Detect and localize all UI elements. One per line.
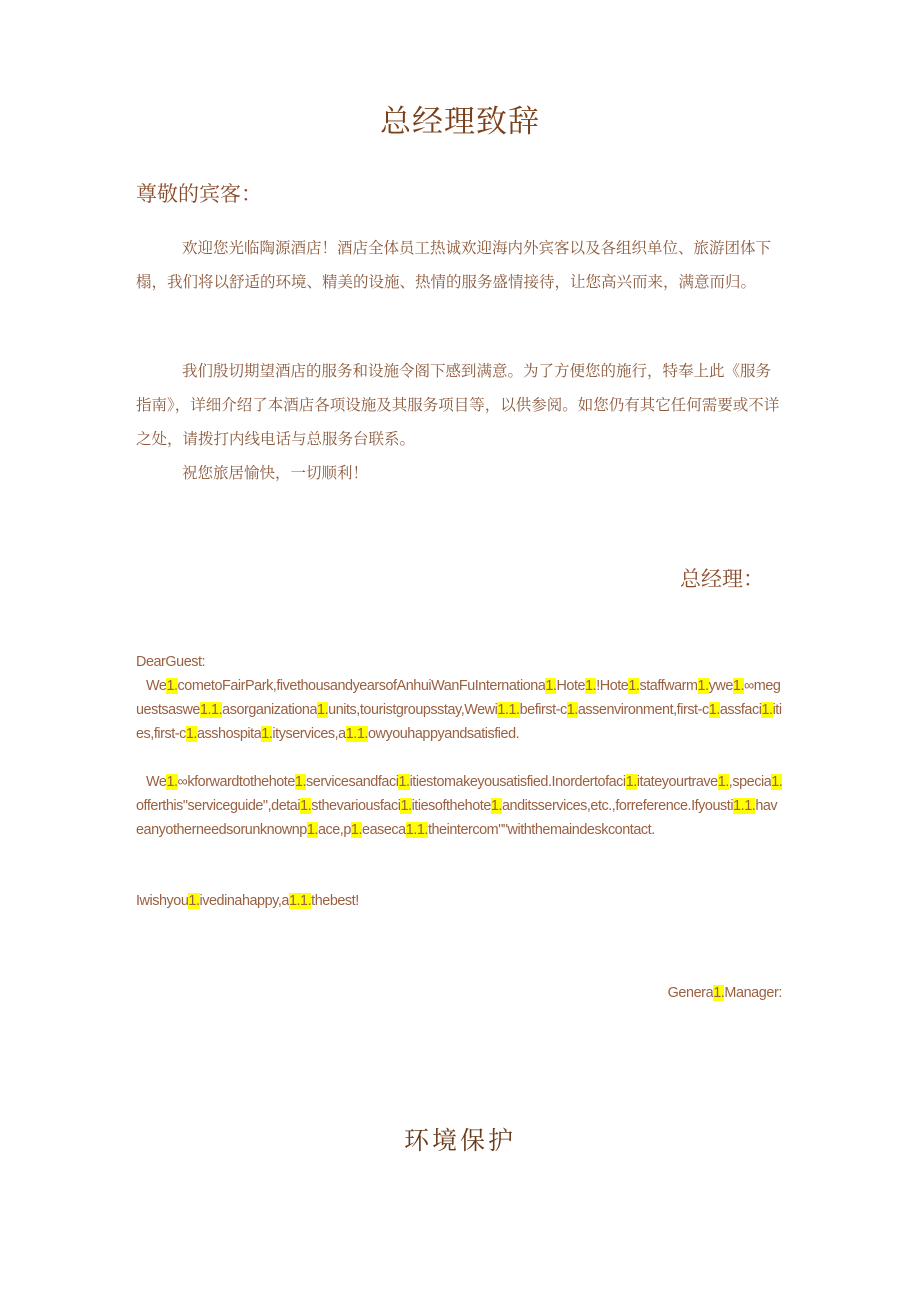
text-fragment: befirst-c — [519, 702, 567, 718]
highlighted-fragment: 1. — [400, 798, 412, 814]
chinese-paragraph-service-guide: 我们殷切期望酒店的服务和设施令阁下感到满意。为了方便您的施行，特奉上此《服务指南》，详细介绍了本酒店各项设施及其服务项目等，以供参阅。如您仍有其它任何需要或不详之处，请拨打内线电话与总服务台联系。 — [136, 362, 780, 448]
chinese-signature: 总经理： — [680, 567, 764, 591]
highlighted-fragment: 1. — [566, 702, 578, 718]
text-fragment: ace,p — [317, 822, 351, 838]
text-fragment: itiesofthehote — [411, 798, 491, 814]
text-fragment: Manager: — [724, 985, 782, 1001]
text-fragment: Iwishyou — [136, 893, 189, 909]
text-fragment: ities,first-c — [136, 702, 782, 742]
text-fragment: theintercom""withthemaindeskcontact. — [427, 822, 655, 838]
highlighted-fragment: 1. — [166, 774, 178, 790]
highlighted-fragment: 1. — [585, 678, 597, 694]
text-fragment: cometoFairPark,fivethousandyearsofAnhuiWanFuInternationa — [177, 678, 546, 694]
highlighted-fragment: 1. — [166, 678, 178, 694]
text-fragment: anditsservices,etc.,forreference.Ifyousti — [501, 798, 734, 814]
text-fragment: We — [146, 678, 167, 694]
highlighted-fragment: 1. — [306, 822, 318, 838]
text-fragment: ∞kforwardtothehote — [177, 774, 295, 790]
highlighted-fragment: 1.1. — [288, 893, 312, 909]
text-fragment: itiestomakeyousatisfied.Inordertofaci — [409, 774, 626, 790]
highlighted-fragment: 1.1. — [733, 798, 756, 814]
text-fragment: Hote — [556, 678, 586, 694]
english-salutation: DearGuest: — [136, 654, 206, 670]
english-wishes — [136, 889, 784, 913]
highlighted-fragment: 1. — [628, 678, 640, 694]
page-title: 总经理致辞 — [380, 104, 540, 140]
text-fragment: thebest! — [311, 893, 359, 909]
section-title-environment: 环境保护 — [403, 1126, 516, 1155]
text-fragment: assfaci — [719, 702, 762, 718]
chinese-paragraph-wishes: 祝您旅居愉快，一切顺利！ — [182, 464, 369, 482]
highlighted-fragment: 1. — [490, 798, 502, 814]
text-fragment: ∞meguestsaswe — [136, 678, 781, 718]
highlighted-fragment: 1. — [732, 678, 744, 694]
english-signature — [668, 985, 782, 1001]
highlighted-fragment: 1. — [185, 726, 197, 742]
text-fragment: sthevariousfaci — [311, 798, 401, 814]
text-fragment: assenvironment,first-c — [577, 702, 709, 718]
text-fragment: units,touristgroupsstay,Wewi — [328, 702, 498, 718]
text-fragment: staffwarm — [639, 678, 698, 694]
text-fragment: ityservices,a — [272, 726, 346, 742]
text-fragment: haveanyotherneedsorunknownp — [136, 798, 778, 838]
highlighted-fragment: 1. — [398, 774, 410, 790]
highlighted-fragment: 1. — [697, 678, 709, 694]
highlighted-fragment: 1. — [713, 985, 725, 1001]
text-fragment: Genera — [667, 985, 714, 1001]
text-fragment: easeca — [362, 822, 406, 838]
text-fragment: ywe — [708, 678, 733, 694]
text-fragment: !Hote — [596, 678, 629, 694]
text-fragment: We — [146, 774, 167, 790]
text-fragment: offerthis"serviceguide",detai — [136, 798, 301, 814]
text-fragment: itateyourtrave — [636, 774, 718, 790]
highlighted-fragment: 1. — [261, 726, 273, 742]
english-paragraph-service-guide — [136, 770, 784, 842]
highlighted-fragment: 1. — [294, 774, 307, 790]
highlighted-fragment: 1.1. — [405, 822, 428, 838]
highlighted-fragment: 1. — [717, 774, 729, 790]
highlighted-fragment: 1. — [545, 678, 557, 694]
highlighted-fragment: 1. — [350, 822, 363, 838]
highlighted-fragment: 1. — [708, 702, 720, 718]
highlighted-fragment: 1. — [317, 702, 329, 718]
highlighted-fragment: 1.1. — [497, 702, 520, 718]
text-fragment: asshospita — [196, 726, 262, 742]
chinese-paragraph-welcome: 欢迎您光临陶源酒店！酒店全体员工热诚欢迎海内外宾客以及各组织单位、旅游团体下榻，我们将以舒适的环境、精美的设施、热情的服务盛情接待，让您高兴而来，满意而归。 — [136, 239, 772, 291]
text-fragment: ivedinahappy,a — [199, 893, 289, 909]
highlighted-fragment: 1.1. — [199, 702, 223, 718]
highlighted-fragment: 1. — [761, 702, 773, 718]
highlighted-fragment: 1. — [625, 774, 637, 790]
highlighted-fragment: 1. — [188, 893, 200, 909]
text-fragment: owyouhappyandsatisfied. — [367, 726, 520, 742]
salutation: 尊敬的宾客： — [136, 182, 262, 206]
highlighted-fragment: 1. — [300, 798, 312, 814]
english-paragraph-welcome — [136, 674, 784, 746]
highlighted-fragment: 1.1. — [345, 726, 368, 742]
text-fragment: ,specia — [728, 774, 772, 790]
highlighted-fragment: 1. — [771, 774, 783, 790]
text-fragment: servicesandfaci — [306, 774, 399, 790]
text-fragment: asorganizationa — [222, 702, 318, 718]
